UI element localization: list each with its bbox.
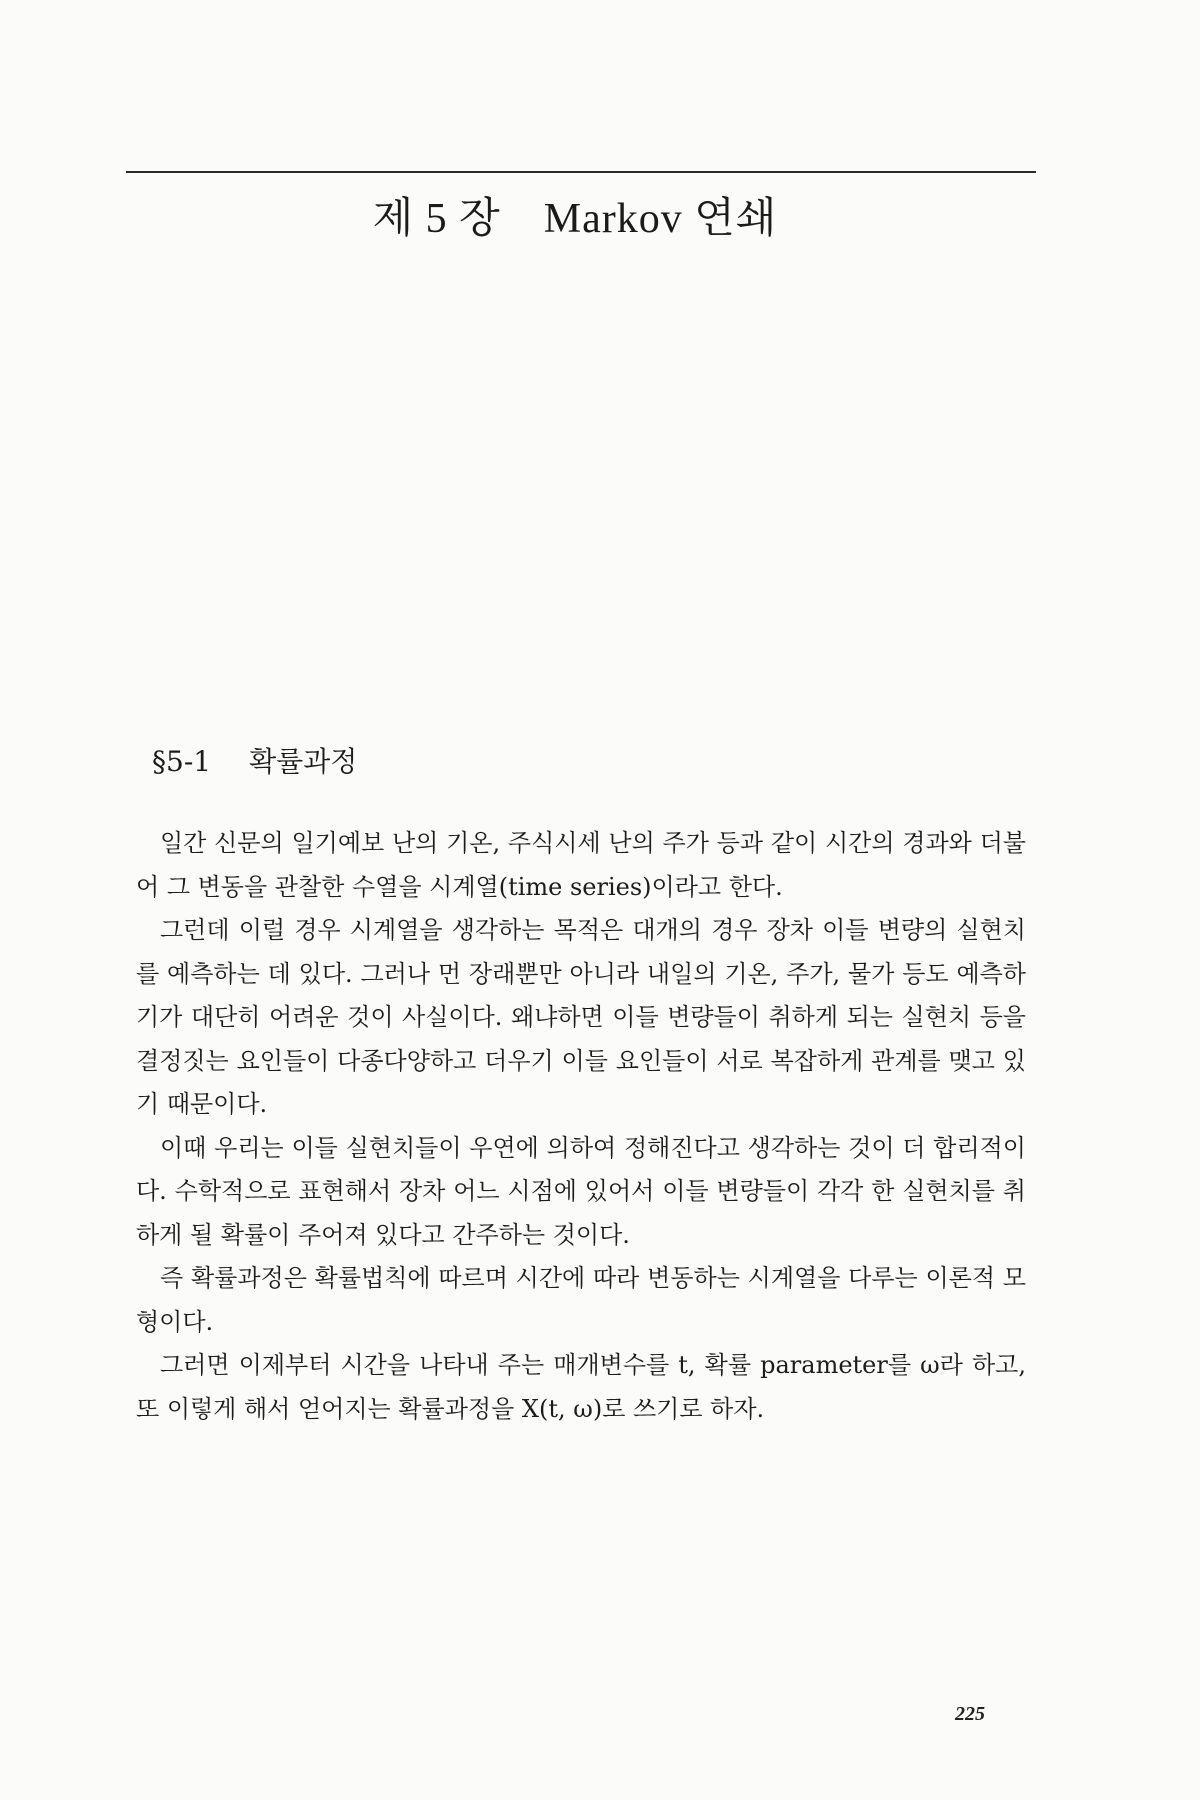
page-number: 225 [955, 1703, 985, 1725]
paragraph: 그러면 이제부터 시간을 나타내 주는 매개변수를 t, 확률 parameter를 ω라 하고, 또 이렇게 해서 얻어지는 확률과정을 X(t, ω)로 쓰기로 하자. [136, 1351, 1026, 1423]
paragraph: 이때 우리는 이들 실현치들이 우연에 의하여 정해진다고 생각하는 것이 더 합리적이다. 수학적으로 표현해서 장차 어느 시점에 있어서 이들 변량들이 각각 한 실현치를 취하게 될 확률이 주어져 있다고 간주하는 것이다. [136, 1133, 1026, 1249]
paragraph: 일간 신문의 일기예보 난의 기온, 주식시세 난의 주가 등과 같이 시간의 경과와 더불어 그 변동을 관찰한 수열을 시계열(time series)이라고 한다. [136, 829, 1026, 901]
section-heading [152, 740, 357, 780]
body-text [136, 822, 1026, 1431]
chapter-title: 제 5 장 Markov 연쇄 [372, 196, 778, 242]
paragraph: 즉 확률과정은 확률법칙에 따르며 시간에 따라 변동하는 시계열을 다루는 이론적 모형이다. [136, 1264, 1026, 1336]
header-rule [126, 171, 1036, 173]
section-title: 확률과정 [249, 745, 358, 778]
paragraph: 그런데 이럴 경우 시계열을 생각하는 목적은 대개의 경우 장차 이들 변량의 실현치를 예측하는 데 있다. 그러나 먼 장래뿐만 아니라 내일의 기온, 주가, 물가 등도 예측하기가 대단히 어려운 것이 사실이다. 왜냐하면 이들 변량들이 취하게 되는 실현치 등을 결정짓는 요인들이 다종다양하고 더우기 이들 요인들이 서로 복잡하게 관계를 맺고 있기 때문이다. [136, 916, 1026, 1118]
section-number: §5-1 [152, 745, 212, 778]
